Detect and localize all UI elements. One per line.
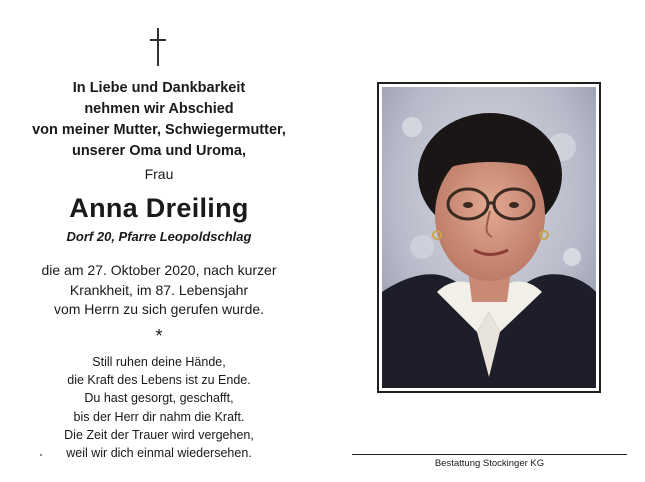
poem-line: die Kraft des Lebens ist zu Ende. [67,373,251,388]
deceased-address: Dorf 20, Pfarre Leopoldschlag [66,229,252,244]
intro-line: In Liebe und Dankbarkeit [72,80,246,96]
death-line: die am 27. Oktober 2020, nach kurzer [41,262,277,278]
speck [40,454,42,456]
footer-rule [352,454,627,455]
poem [20,353,298,462]
portrait-frame [377,82,601,393]
cross-icon [148,28,168,66]
intro-line: von meiner Mutter, Schwiegermutter, [32,122,286,138]
intro-line: nehmen wir Abschied [84,101,234,117]
separator-asterisk: * [155,326,163,346]
poem-line: Du hast gesorgt, geschafft, [84,391,234,406]
death-notice [20,261,298,320]
portrait-photo [382,87,596,388]
deceased-name: Anna Dreiling [69,193,249,223]
funeral-home: Bestattung Stockinger KG [434,458,545,469]
poem-line: Still ruhen deine Hände, [92,355,226,369]
poem-line: bis der Herr dir nahm die Kraft. [73,409,245,424]
intro-line: unserer Oma und Uroma, [71,143,247,159]
salutation: Frau [144,166,174,182]
poem-line: weil wir dich einmal wiedersehen. [66,446,252,461]
death-line: Krankheit, im 87. Lebensjahr [69,281,249,298]
poem-line: Die Zeit der Trauer wird vergehen, [64,427,254,442]
death-line: vom Herrn zu sich gerufen wurde. [53,301,265,317]
intro-text [20,78,298,162]
